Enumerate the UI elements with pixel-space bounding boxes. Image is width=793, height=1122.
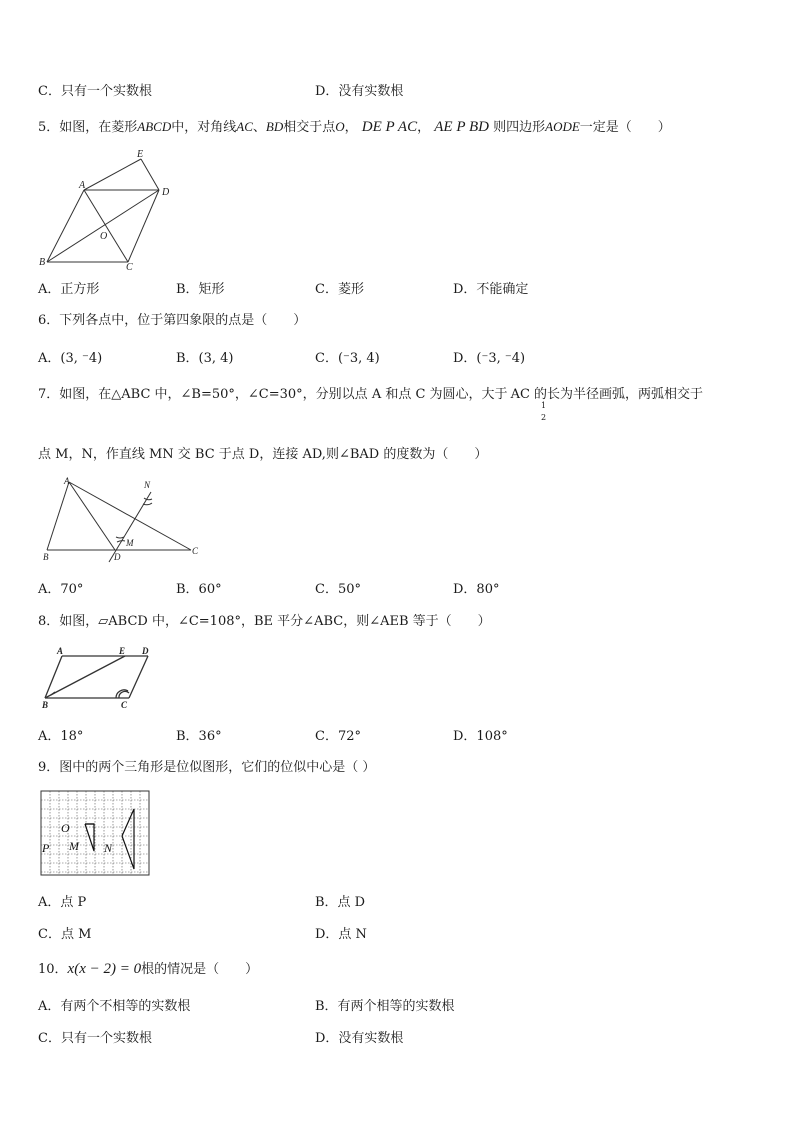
label-p: P [42, 841, 50, 855]
label-o: O [100, 231, 108, 242]
stem-text: 根的情况是（ ） [141, 962, 259, 977]
label-e: E [119, 646, 126, 656]
label-d: D [114, 552, 121, 562]
question-7-stem-line2: 点 M，N，作直线 MN 交 BC 于点 D，连接 AD,则∠BAD 的度数为（ ） [38, 447, 488, 462]
label-e: E [137, 149, 144, 160]
stem-text: ， [344, 120, 358, 135]
triangle-mn-figure [38, 476, 204, 566]
rhombus-figure [36, 148, 176, 270]
option-d[interactable]: D．点 N [315, 927, 367, 942]
stem-text: 、 [252, 120, 266, 135]
stem-math: AC [236, 119, 253, 134]
option-b[interactable]: B．有两个相等的实数根 [315, 999, 455, 1014]
stem-math: AODE [545, 119, 580, 134]
label-m: M [69, 839, 79, 853]
question-number: 10． [38, 962, 68, 977]
fraction-numerator: 1 [541, 401, 547, 410]
option-c[interactable]: C．只有一个实数根 [38, 1031, 152, 1046]
option-d[interactable]: D．(⁻3, ⁻4) [453, 351, 526, 366]
stem-math: AE P BD [434, 119, 489, 135]
option-b[interactable]: B．36° [176, 729, 222, 744]
homothety-grid-figure [38, 789, 152, 877]
stem-text: 一定是（ ） [579, 120, 671, 135]
option-b[interactable]: B．点 D [315, 895, 366, 910]
stem-text: AC 的长为半径画弧，两弧相交于 [510, 387, 704, 402]
stem-text: 5．如图，在菱形 [38, 120, 138, 135]
label-n: N [104, 841, 113, 855]
question-7-stem-line1 [38, 387, 703, 403]
option-c[interactable]: C．(⁻3, 4) [315, 351, 380, 366]
option-a[interactable]: A．点 P [38, 895, 87, 910]
label-a: A [64, 476, 70, 486]
stem-text: 则四边形 [493, 120, 546, 135]
option-c[interactable]: C．点 M [38, 927, 92, 942]
equation: x(x − 2) = 0 [67, 961, 142, 977]
option-a[interactable]: A．70° [38, 582, 84, 597]
parallelogram-figure [38, 645, 158, 711]
stem-text: ， [417, 120, 431, 135]
option-a[interactable]: A．(3, ⁻4) [38, 351, 103, 366]
label-a: A [57, 646, 64, 656]
option-d[interactable]: D．没有实数根 [315, 1031, 404, 1046]
stem-math: O [335, 119, 345, 134]
option-c[interactable]: C．50° [315, 582, 361, 597]
question-6-stem: 6．下列各点中，位于第四象限的点是（ ） [38, 313, 307, 328]
label-b: B [43, 552, 49, 562]
option-b[interactable]: B．矩形 [176, 282, 225, 297]
label-c: C [192, 546, 199, 556]
label-d: D [162, 187, 170, 198]
question-5-stem [38, 119, 671, 136]
option-a[interactable]: A．18° [38, 729, 84, 744]
option-b[interactable]: B．60° [176, 582, 222, 597]
question-10-stem [38, 961, 258, 978]
option-c[interactable]: C．只有一个实数根 [38, 84, 152, 99]
stem-text: 相交于点 [283, 120, 336, 135]
label-n: N [144, 480, 151, 490]
label-m: M [126, 538, 134, 548]
option-c[interactable]: C．72° [315, 729, 361, 744]
question-8-stem: 8．如图，▱ABCD 中，∠C=108°，BE 平分∠ABC，则∠AEB 等于（ ） [38, 614, 491, 629]
label-d: D [142, 646, 149, 656]
option-d[interactable]: D．80° [453, 582, 500, 597]
question-9-stem: 9．图中的两个三角形是位似图形，它们的位似中心是（ ） [38, 760, 376, 775]
stem-text: 中，对角线 [171, 120, 237, 135]
label-c: C [121, 700, 128, 710]
label-a: A [79, 180, 86, 191]
stem-text: 7．如图，在△ABC 中，∠B=50°，∠C=30°，分别以点 A 和点 C 为圆心，大于 [38, 387, 508, 402]
label-o: O [61, 821, 70, 835]
option-d[interactable]: D．108° [453, 729, 508, 744]
option-b[interactable]: B．(3, 4) [176, 351, 234, 366]
label-b: B [39, 257, 46, 268]
stem-math: ABCD [137, 119, 172, 134]
option-d[interactable]: D．不能确定 [453, 282, 529, 297]
option-d[interactable]: D．没有实数根 [315, 84, 404, 99]
option-c[interactable]: C．菱形 [315, 282, 364, 297]
stem-math: BD [265, 119, 284, 134]
option-a[interactable]: A．正方形 [38, 282, 100, 297]
label-c: C [126, 262, 133, 270]
stem-math: DE P AC [361, 119, 418, 135]
fraction-denominator: 2 [541, 413, 547, 422]
grid [41, 791, 149, 875]
option-a[interactable]: A．有两个不相等的实数根 [38, 999, 191, 1014]
label-b: B [42, 700, 49, 710]
